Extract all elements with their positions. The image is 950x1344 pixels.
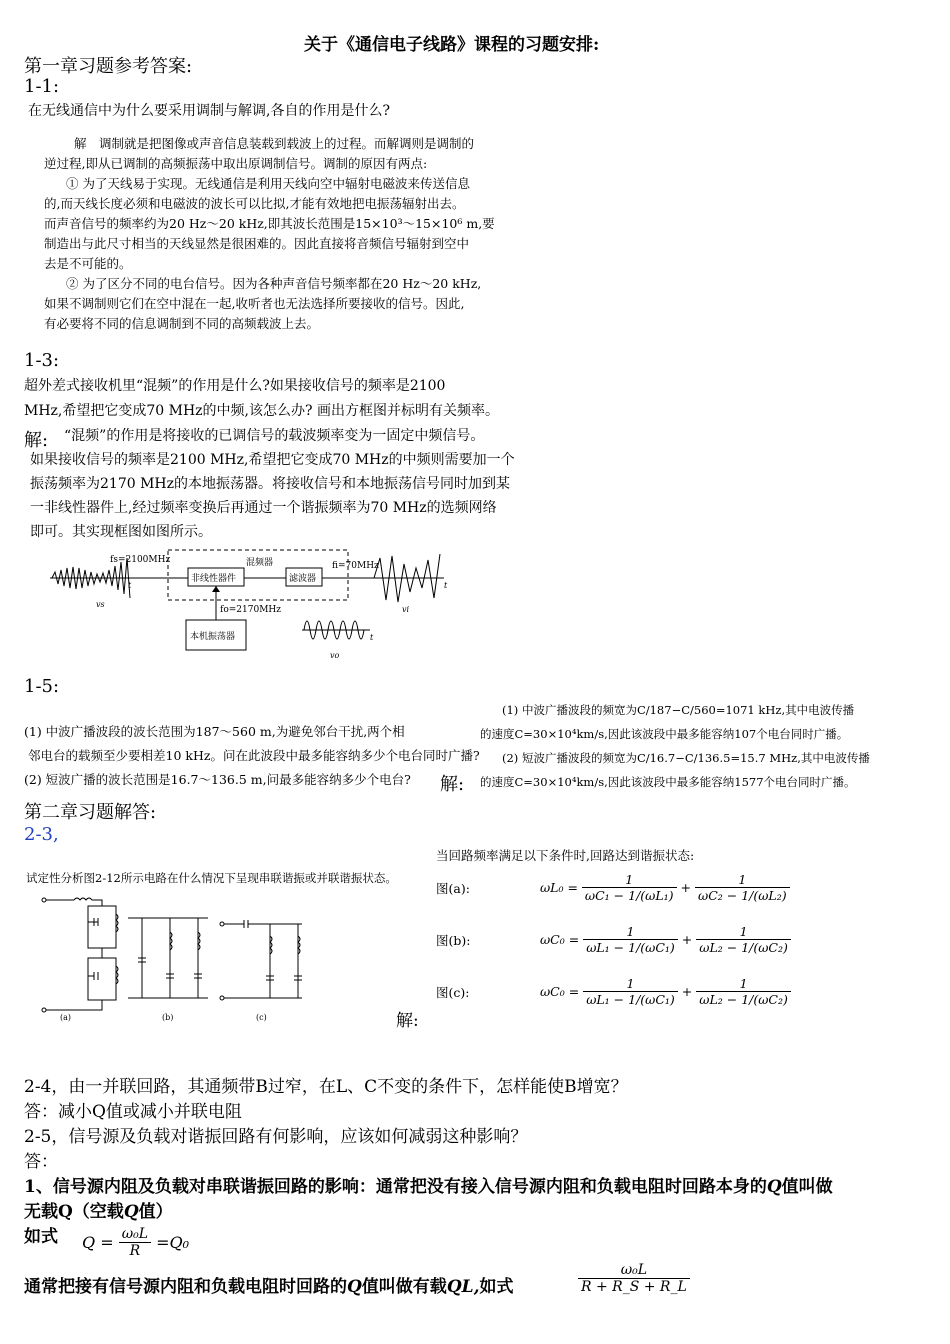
point2-q: Q bbox=[347, 1277, 362, 1297]
formula-lhs: Q = bbox=[82, 1233, 114, 1252]
fraction-1 bbox=[583, 976, 678, 1007]
formula-rhs: =Q₀ bbox=[156, 1233, 190, 1252]
problem-1-1-answer bbox=[44, 134, 495, 334]
answer-line: 一非线性器件上,经过频率变换后再通过一个谐振频率为70 MHz的选频网络 bbox=[30, 500, 497, 516]
filter-label: 滤波器 bbox=[289, 574, 317, 584]
problem-2-3-answer-intro: 当回路频率满足以下条件时,回路达到谐振状态: bbox=[436, 848, 695, 863]
answer-line: ② 为了区分不同的电台信号。因为各种声音信号频率都在20 Hz～20 kHz, bbox=[66, 276, 482, 291]
fraction-2 bbox=[695, 872, 790, 903]
vs-label: vs bbox=[96, 600, 105, 609]
problem-2-5-question: 2-5，信号源及负载对谐振回路有何影响，应该如何减弱这种影响？ bbox=[24, 1127, 528, 1147]
mixer-label: 混频器 bbox=[246, 558, 274, 568]
point2-line bbox=[24, 1272, 514, 1297]
numerator: 1 bbox=[583, 976, 678, 992]
problem-1-1-question: 在无线通信中为什么要采用调制与解调,各自的作用是什么? bbox=[28, 103, 390, 119]
terminal-a-bottom bbox=[42, 1008, 46, 1012]
point1-text-a: 1、信号源内阻及负载对串联谐振回路的影响：通常把没有接入信号源内阻和负载电阻时回路本身的 bbox=[24, 1177, 767, 1197]
t-label-input: t bbox=[128, 581, 132, 590]
fraction-1 bbox=[583, 924, 678, 955]
lo-label: 本机振荡器 bbox=[190, 632, 236, 642]
answer-line: 的速度C=30×10⁴km/s,因此该波段中最多能容纳1577个电台同时广播。 bbox=[480, 775, 856, 789]
vi-label: vi bbox=[402, 605, 410, 614]
problem-2-3-number: 2-3, bbox=[24, 824, 59, 845]
circuit-figure-2-12 bbox=[30, 888, 330, 1023]
answer-line: 如果不调制则它们在空中混在一起,收听者也无法选择所要接收的信号。因此, bbox=[44, 296, 465, 311]
resonance-case-c bbox=[436, 976, 791, 1007]
problem-2-3-question: 试定性分析图2-12所示电路在什么情况下呈现串联谐振或并联谐振状态。 bbox=[26, 871, 397, 885]
problem-1-3-question bbox=[24, 374, 499, 424]
answer-line: 去是不可能的。 bbox=[44, 256, 132, 271]
problem-1-3-answer bbox=[30, 424, 515, 544]
fraction-2 bbox=[696, 976, 791, 1007]
point1-line1 bbox=[24, 1172, 833, 1197]
fig-label-c: (c) bbox=[256, 1013, 267, 1022]
denominator: ωL₁ − 1/(ωC₁) bbox=[586, 992, 675, 1007]
plus-sign: + bbox=[681, 932, 693, 947]
case-label: 图(c): bbox=[436, 984, 470, 1000]
vo-label: vo bbox=[330, 651, 340, 660]
numerator: 1 bbox=[696, 924, 791, 940]
problem-1-1-number: 1-1: bbox=[24, 76, 60, 97]
answer-line: 即可。其实现框图如图所示。 bbox=[30, 524, 212, 540]
chapter2-heading: 第二章习题解答: bbox=[24, 802, 157, 823]
case-lhs: ωC₀ = bbox=[539, 984, 580, 999]
point1-q2: Q bbox=[123, 1202, 139, 1222]
answer-line: 如果接收信号的频率是2100 MHz,希望把它变成70 MHz的中频则需要加一个 bbox=[30, 452, 515, 468]
inductor-l0-a bbox=[46, 898, 102, 906]
answer-line: 制造出与此尺寸相当的天线显然是很困难的。因此直接将音频信号辐射到空中 bbox=[44, 236, 470, 251]
fig-label-a: (a) bbox=[60, 1013, 72, 1022]
terminal-a-top bbox=[42, 898, 46, 902]
capacitor-c2-a bbox=[88, 972, 98, 980]
lo-arrow bbox=[212, 586, 220, 592]
superheterodyne-block-diagram bbox=[40, 540, 460, 670]
capacitor-c1-a bbox=[88, 918, 98, 926]
t-label-lo: t bbox=[370, 633, 374, 642]
numerator: 1 bbox=[583, 924, 678, 940]
question-line: (1) 中波广播波段的波长范围为187～560 m,为避免邻台干扰,两个相 bbox=[24, 724, 405, 739]
point2-ql: QL, bbox=[446, 1277, 480, 1297]
terminal-c-bottom bbox=[220, 996, 224, 1000]
denominator: ωL₁ − 1/(ωC₁) bbox=[586, 940, 675, 955]
problem-1-3-number: 1-3: bbox=[24, 350, 60, 371]
point1-text-d: Q（空载 bbox=[58, 1202, 124, 1222]
case-lhs: ωC₀ = bbox=[539, 932, 580, 947]
problem-2-4-answer: 答：减小Q值或减小并联电阻 bbox=[24, 1102, 242, 1122]
branch2-a bbox=[88, 948, 116, 1000]
answer-line: 的速度C=30×10⁴km/s,因此该波段中最多能容纳107个电台同时广播。 bbox=[480, 727, 849, 741]
point1-line2 bbox=[24, 1197, 173, 1222]
resonance-case-b bbox=[436, 924, 791, 955]
denominator: ωL₂ − 1/(ωC₂) bbox=[699, 992, 788, 1007]
point2-text-b: 值叫做有载 bbox=[361, 1277, 447, 1297]
denominator: ωC₁ − 1/(ωL₁) bbox=[584, 888, 674, 903]
plus-sign: + bbox=[681, 984, 693, 999]
case-label: 图(b): bbox=[436, 932, 471, 948]
case-label: 图(a): bbox=[436, 880, 470, 896]
answer-line: 的,而天线长度必须和电磁波的波长可以比拟,才能有效地把电振荡辐射出去。 bbox=[44, 196, 465, 211]
point1-text-f: 值） bbox=[138, 1202, 173, 1222]
answer-line: ① 为了天线易于实现。无线通信是利用天线向空中辐射电磁波来传送信息 bbox=[66, 176, 470, 191]
fraction-2 bbox=[696, 924, 791, 955]
problem-2-3-answer-label: 解: bbox=[396, 1011, 419, 1031]
answer-line: 解 调制就是把图像或声音信息装载到载波上的过程。而解调则是调制的 bbox=[74, 136, 475, 151]
numerator: ω₀L bbox=[119, 1226, 151, 1243]
answer-line: (1) 中波广播波段的频宽为C/187−C/560=1071 kHz,其中电波传播 bbox=[502, 703, 855, 717]
problem-1-3-answer-label: 解: bbox=[24, 430, 49, 451]
question-line: 超外差式接收机里“混频”的作用是什么?如果接收信号的频率是2100 bbox=[24, 378, 446, 394]
answer-line: “混频”的作用是将接收的已调信号的载波频率变为一固定中频信号。 bbox=[64, 428, 485, 444]
rails-c bbox=[224, 920, 302, 998]
case-lhs: ωL₀ = bbox=[539, 880, 578, 895]
branch1-a bbox=[88, 906, 116, 948]
problem-1-5-answer-label: 解: bbox=[440, 774, 465, 795]
denominator: ωC₂ − 1/(ωL₂) bbox=[698, 888, 787, 903]
return-a bbox=[46, 1000, 102, 1010]
formula-fraction bbox=[578, 1262, 690, 1295]
problem-2-4-question: 2-4，由一并联回路，其通频带B过窄，在L、C不变的条件下，怎样能使B增宽？ bbox=[24, 1077, 628, 1097]
point2-text-a: 通常把接有信号源内阻和负载电阻时回路的 bbox=[24, 1277, 347, 1297]
problem-1-5-answer bbox=[480, 698, 870, 794]
denominator: R bbox=[129, 1243, 141, 1259]
problem-1-5-number: 1-5: bbox=[24, 676, 60, 697]
problem-2-5-answer-label: 答： bbox=[24, 1152, 58, 1172]
numerator: 1 bbox=[582, 872, 677, 888]
plus-sign: + bbox=[680, 880, 692, 895]
fo-label: fo=2170MHz bbox=[220, 605, 282, 615]
denominator: ωL₂ − 1/(ωC₂) bbox=[699, 940, 788, 955]
question-line: (2) 短波广播的波长范围是16.7～136.5 m,问最多能容纳多少个电台? bbox=[24, 772, 411, 787]
formula-intro: 如式 bbox=[24, 1227, 58, 1247]
fig-label-b: (b) bbox=[162, 1013, 174, 1022]
answer-line: 逆过程,即从已调制的高频振荡中取出原调制信号。调制的原因有两点: bbox=[44, 156, 428, 171]
page-title: 关于《通信电子线路》课程的习题安排: bbox=[304, 35, 600, 55]
terminal-c-top bbox=[220, 922, 224, 926]
fs-label: fs=2100MHz bbox=[110, 555, 171, 565]
fi-label: fi=70MHz bbox=[332, 561, 379, 571]
point1-text-b: 值叫做 bbox=[781, 1177, 833, 1197]
numerator: ω₀L bbox=[578, 1262, 690, 1279]
question-line: MHz,希望把它变成70 MHz的中频,该怎么办? 画出方框图并标明有关频率。 bbox=[24, 403, 499, 419]
answer-line: (2) 短波广播波段的频宽为C/16.7−C/136.5=15.7 MHz,其中电波传播 bbox=[502, 751, 870, 765]
point2-text-d: 如式 bbox=[479, 1277, 514, 1297]
fraction-1 bbox=[582, 872, 677, 903]
answer-line: 振荡频率为2170 MHz的本地振荡器。将接收信号和本地振荡信号同时加到某 bbox=[30, 476, 510, 492]
t-label-output: t bbox=[444, 581, 448, 590]
numerator: 1 bbox=[696, 976, 791, 992]
formula-unloaded-q bbox=[82, 1226, 189, 1259]
answer-line: 而声音信号的频率约为20 Hz～20 kHz,即其波长范围是15×10³～15×10⁶ m,要 bbox=[44, 216, 495, 231]
nonlinear-label: 非线性器件 bbox=[191, 574, 237, 584]
resonance-case-a bbox=[436, 872, 790, 903]
numerator: 1 bbox=[695, 872, 790, 888]
question-line: 邻电台的载频至少要相差10 kHz。问在此波段中最多能容纳多少个电台同时广播? bbox=[28, 748, 480, 763]
problem-1-5-question bbox=[24, 720, 480, 792]
denominator: R + R_S + R_L bbox=[581, 1279, 687, 1295]
point1-q: Q bbox=[766, 1177, 782, 1197]
answer-line: 有必要将不同的信息调制到不同的高频载波上去。 bbox=[44, 316, 320, 331]
chapter1-heading: 第一章习题参考答案: bbox=[24, 56, 193, 77]
formula-loaded-q bbox=[578, 1262, 690, 1295]
formula-fraction bbox=[119, 1226, 151, 1259]
point1-text-c: 无载 bbox=[24, 1202, 58, 1222]
